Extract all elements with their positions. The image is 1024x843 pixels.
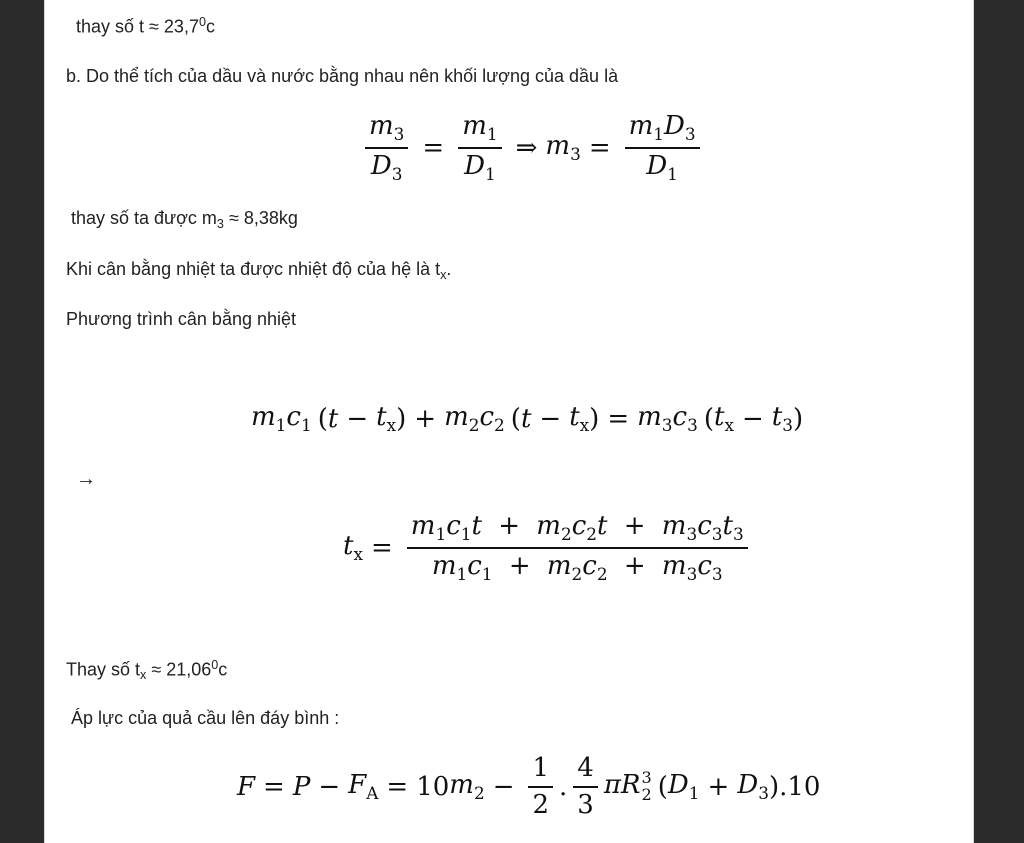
fraction-one-half: $\frac{1}{2}$ — [528, 754, 553, 819]
text-line-heat-equation-title: Phương trình cân bằng nhiệt — [66, 309, 297, 329]
equation-mass-ratio: $\frac{m_3}{D_3}$ = $\frac{m_1}{D_1}$ ⇒ $m_3$ = $\frac{m_1D_3}{D_1}$ — [359, 112, 706, 184]
text-segment: thay số t ≈ 23,7 — [76, 16, 199, 37]
subscript: 3 — [216, 216, 224, 231]
text-segment: . — [446, 259, 452, 279]
text-segment: ≈ 8,38kg — [223, 208, 298, 228]
text-line-tx-value — [66, 658, 227, 682]
document-page — [44, 0, 974, 843]
text-segment: c — [218, 659, 228, 680]
equation-force: F = P − $F_A$ = 10 $m_2$ − $\frac{1}{2}$ . $\frac{4}{3}$ πR 3 2 ( $D_1$ + $D_3$ ) .10 — [237, 753, 821, 820]
fraction-tx: $\frac{m_1c_1t + m_2c_2t + m_3c_3t_3}{m_1c_1 + m_2c_2 + m_3c_3}$ — [407, 512, 748, 584]
fraction-four-thirds: $\frac{4}{3}$ — [573, 754, 598, 819]
fraction-m1d3-d1: $\frac{m_1D_3}{D_1}$ — [625, 112, 700, 184]
fraction-m3-d3: $\frac{m_3}{D_3}$ — [365, 112, 408, 184]
equation-heat-balance: $m_1c_1$ ( t − $t_x$ ) + $m_2c_2$ ( t − $t_x$ ) = $m_3c_3$ ( $t_x$ − $t_3$ ) — [251, 402, 804, 436]
text-segment: Khi cân bằng nhiệt ta được nhiệt độ của hệ là t — [66, 259, 441, 279]
text-line-temperature — [76, 15, 215, 37]
subscript: x — [440, 267, 447, 282]
text-line-pressure: Áp lực của quả cầu lên đáy bình : — [71, 708, 340, 728]
fraction-m1-d1: $\frac{m_1}{D_1}$ — [458, 112, 501, 184]
text-segment: c — [205, 16, 215, 37]
text-segment: ≈ 21,06 — [146, 659, 212, 680]
arrow-symbol: → — [76, 468, 96, 490]
text-line-equilibrium — [66, 259, 451, 282]
text-segment: Thay số t — [66, 659, 141, 680]
text-line-part-b: b. Do thể tích của dầu và nước bằng nhau nên khối lượng của dầu là — [66, 66, 619, 86]
superscript: 0 — [211, 658, 219, 672]
text-line-m3-value — [71, 208, 298, 231]
equation-tx-formula: $t_x$ = $\frac{m_1c_1t + m_2c_2t + m_3c_3t_3}{m_1c_1 + m_2c_2 + m_3c_3}$ — [343, 512, 754, 584]
subscript: x — [140, 668, 147, 683]
superscript: 0 — [198, 15, 206, 29]
text-segment: thay số ta được m — [71, 208, 217, 228]
